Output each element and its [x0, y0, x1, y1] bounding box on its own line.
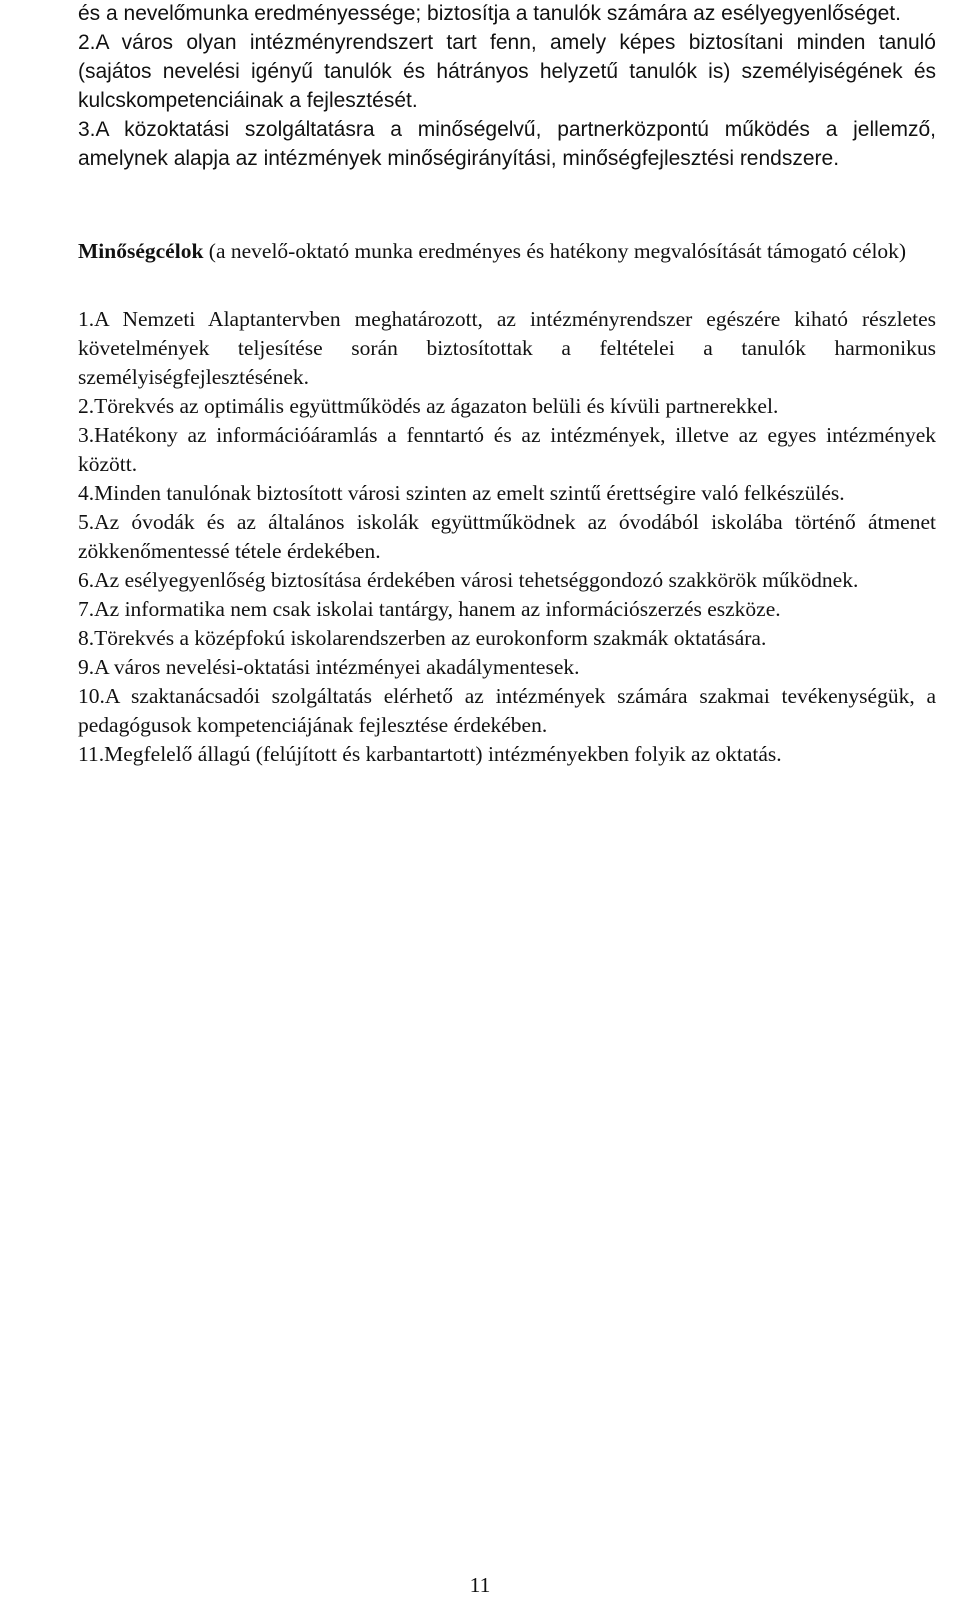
- goal-item: [78, 653, 936, 682]
- goal-number: 8.: [78, 626, 95, 650]
- goal-text: Törekvés a középfokú iskolarendszerben az eurokonform szakmák oktatására.: [94, 626, 767, 650]
- goal-text: Az esélyegyenlőség biztosítása érdekében városi tehetséggondozó szakkörök működnek.: [94, 568, 859, 592]
- intro-item-number: 2.: [78, 31, 96, 54]
- goal-item: [78, 392, 936, 421]
- goal-text: A szaktanácsadói szolgáltatás elérhető az intézmények számára szakmai tevékenységük, a pedagógusok kompetenciájának fejlesztése érdekében.: [78, 684, 936, 737]
- page-number: 11: [469, 1573, 491, 1597]
- goal-number: 10.: [78, 684, 105, 708]
- goal-number: 9.: [78, 655, 95, 679]
- intro-item-number: 3.: [78, 118, 96, 141]
- goal-number: 11.: [78, 742, 105, 766]
- goal-item: [78, 305, 936, 392]
- goal-text: Hatékony az információáramlás a fenntartó és az intézmények, illetve az egyes intézmények között.: [78, 423, 936, 476]
- goal-text: Minden tanulónak biztosított városi szinten az emelt szintű érettségire való felkészülés.: [94, 481, 845, 505]
- goal-item: [78, 682, 936, 740]
- goal-number: 3.: [78, 423, 95, 447]
- goal-text: A város nevelési-oktatási intézményei akadálymentesek.: [94, 655, 580, 679]
- goal-number: 5.: [78, 510, 95, 534]
- section-heading: [78, 237, 936, 266]
- section-heading-title: Minőségcélok: [78, 239, 204, 263]
- goal-number: 4.: [78, 481, 95, 505]
- intro-block: [78, 0, 936, 173]
- goal-text: A Nemzeti Alaptantervben meghatározott, az intézményrendszer egészére kiható részletes követelmények teljesítése során biztosítottak a feltételei a tanulók harmonikus személyiségfejlesztésének.: [78, 307, 936, 389]
- goal-item: [78, 595, 936, 624]
- goal-number: 1.: [78, 307, 95, 331]
- goal-text: Megfelelő állagú (felújított és karbantartott) intézményekben folyik az oktatás.: [104, 742, 782, 766]
- goal-item: [78, 479, 936, 508]
- goal-number: 6.: [78, 568, 95, 592]
- goal-number: 2.: [78, 394, 95, 418]
- intro-item-3: [78, 115, 936, 173]
- goal-item: [78, 624, 936, 653]
- section-heading-subtitle: (a nevelő-oktató munka eredményes és hatékony megvalósítását támogató célok): [203, 239, 907, 263]
- goal-text: Az óvodák és az általános iskolák együttműködnek az óvodából iskolába történő átmenet zökkenőmentessé tétele érdekében.: [78, 510, 936, 563]
- goal-item: [78, 421, 936, 479]
- goal-item: [78, 508, 936, 566]
- goal-item: [78, 740, 936, 769]
- goal-text: Törekvés az optimális együttműködés az ágazaton belüli és kívüli partnerekkel.: [94, 394, 779, 418]
- intro-item-text: A közoktatási szolgáltatásra a minőségelvű, partnerközpontú működés a jellemző, amelynek alapja az intézmények minőségirányítási, minőségfejlesztési rendszere.: [78, 118, 936, 170]
- intro-item-text: A város olyan intézményrendszert tart fenn, amely képes biztosítani minden tanuló (sajátos nevelési igényű tanulók és hátrányos helyzetű tanulók is) személyiségének és kulcskompetenciáinak a fejlesztését.: [78, 31, 936, 112]
- quality-goals-list: [78, 305, 936, 769]
- intro-item-2: [78, 28, 936, 115]
- intro-continuation: és a nevelőmunka eredményessége; biztosítja a tanulók számára az esélyegyenlőséget.: [78, 2, 901, 25]
- goal-number: 7.: [78, 597, 95, 621]
- goal-item: [78, 566, 936, 595]
- goal-text: Az informatika nem csak iskolai tantárgy, hanem az információszerzés eszköze.: [94, 597, 781, 621]
